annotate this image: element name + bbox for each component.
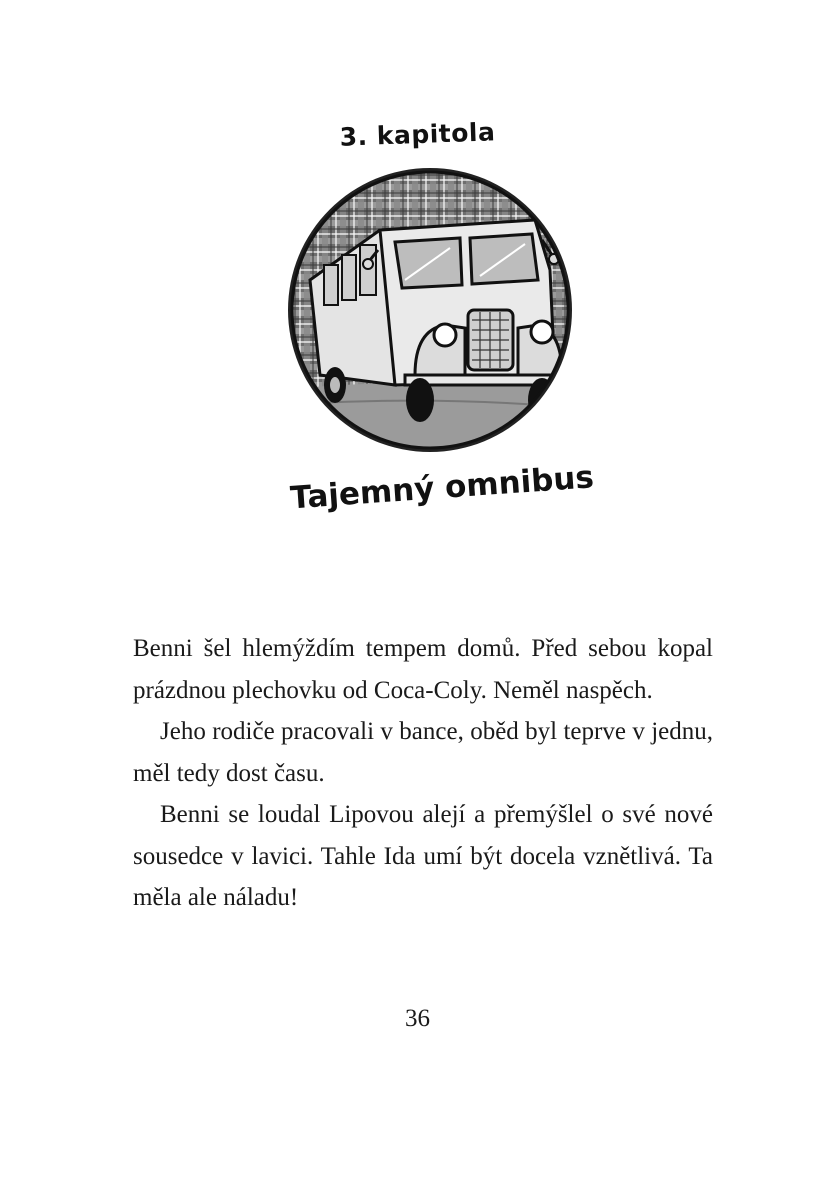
paragraph: Jeho rodiče pracovali v bance, oběd byl teprve v jednu, měl tedy dost času. (133, 718, 713, 787)
chapter-body (133, 628, 713, 919)
chapter-title: Tajemný omnibus (289, 459, 595, 517)
page-number: 36 (405, 1005, 430, 1032)
bus-illustration (280, 160, 580, 470)
chapter-label: 3. kapitola (339, 117, 496, 152)
paragraph: Benni šel hlemýždím tempem domů. Před sebou kopal prázdnou plechovku od Coca-Coly. Neměl naspěch. (133, 635, 713, 704)
paragraph: Benni se loudal Lipovou alejí a přemýšlel o své nové sousedce v lavici. Tahle Ida umí být docela vznětlivá. Ta měla ale náladu! (133, 801, 713, 911)
